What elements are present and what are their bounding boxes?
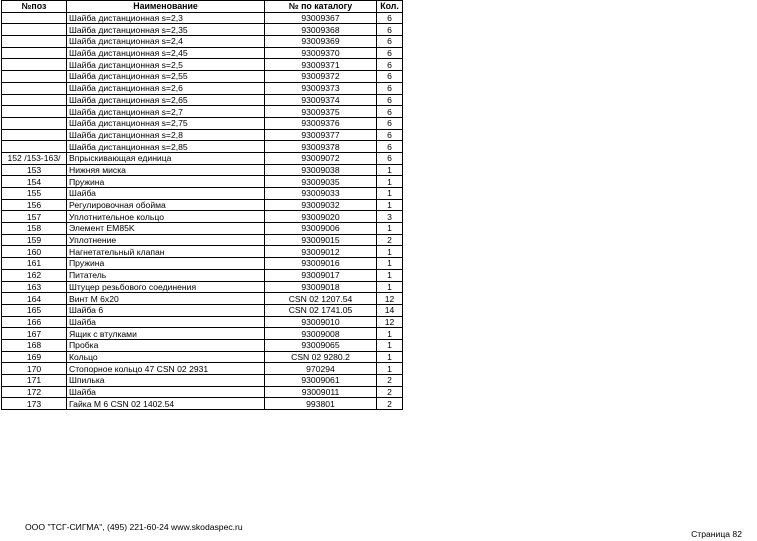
cell-qty: 1	[377, 258, 403, 270]
cell-pos: 155	[2, 188, 67, 200]
table-row	[2, 106, 403, 118]
cell-catalog: CSN 02 1207.54	[265, 293, 377, 305]
cell-qty: 6	[377, 141, 403, 153]
cell-catalog: CSN 02 9280.2	[265, 351, 377, 363]
table-row	[2, 188, 403, 200]
cell-qty: 1	[377, 339, 403, 351]
cell-name: Штуцер резьбового соединения	[67, 281, 265, 293]
cell-name: Шайба дистанционная s=2,6	[67, 82, 265, 94]
cell-catalog: 93009018	[265, 281, 377, 293]
cell-qty: 1	[377, 199, 403, 211]
cell-catalog: 93009020	[265, 211, 377, 223]
cell-qty: 6	[377, 47, 403, 59]
cell-qty: 6	[377, 82, 403, 94]
table-row	[2, 94, 403, 106]
cell-name: Нагнетательный клапан	[67, 246, 265, 258]
cell-catalog: 93009035	[265, 176, 377, 188]
cell-name: Гайка М 6 CSN 02 1402.54	[67, 398, 265, 410]
cell-name: Шайба	[67, 386, 265, 398]
cell-catalog: 93009372	[265, 71, 377, 83]
cell-qty: 2	[377, 234, 403, 246]
cell-name: Регулировочная обойма	[67, 199, 265, 211]
table-row	[2, 223, 403, 235]
cell-name: Элемент EM85K	[67, 223, 265, 235]
cell-qty: 1	[377, 223, 403, 235]
cell-qty: 1	[377, 351, 403, 363]
cell-catalog: 93009378	[265, 141, 377, 153]
cell-catalog: 93009006	[265, 223, 377, 235]
cell-name: Впрыскивающая единица	[67, 152, 265, 164]
cell-qty: 1	[377, 188, 403, 200]
table-row	[2, 375, 403, 387]
table-header-row	[2, 1, 403, 13]
cell-pos	[2, 106, 67, 118]
cell-catalog: 93009017	[265, 269, 377, 281]
cell-catalog: 93009038	[265, 164, 377, 176]
header-qty: Кол.	[377, 1, 403, 13]
cell-pos: 170	[2, 363, 67, 375]
cell-name: Стопорное кольцо 47 CSN 02 2931	[67, 363, 265, 375]
cell-name: Шайба	[67, 188, 265, 200]
cell-catalog: 93009010	[265, 316, 377, 328]
cell-name: Шайба дистанционная s=2,45	[67, 47, 265, 59]
cell-name: Пробка	[67, 339, 265, 351]
cell-qty: 6	[377, 117, 403, 129]
table-row	[2, 82, 403, 94]
cell-name: Шпилька	[67, 375, 265, 387]
cell-pos: 156	[2, 199, 67, 211]
cell-catalog: 93009367	[265, 12, 377, 24]
cell-catalog: 93009061	[265, 375, 377, 387]
cell-catalog: 993801	[265, 398, 377, 410]
cell-pos: 165	[2, 304, 67, 316]
cell-catalog: 93009016	[265, 258, 377, 270]
cell-qty: 14	[377, 304, 403, 316]
cell-catalog: CSN 02 1741.05	[265, 304, 377, 316]
cell-name: Пружина	[67, 258, 265, 270]
table-row	[2, 258, 403, 270]
cell-pos: 164	[2, 293, 67, 305]
cell-pos	[2, 117, 67, 129]
cell-pos: 173	[2, 398, 67, 410]
cell-catalog: 93009370	[265, 47, 377, 59]
cell-name: Винт М 6х20	[67, 293, 265, 305]
cell-pos	[2, 47, 67, 59]
cell-name: Уплотнение	[67, 234, 265, 246]
cell-pos: 162	[2, 269, 67, 281]
cell-qty: 12	[377, 316, 403, 328]
cell-pos: 158	[2, 223, 67, 235]
cell-name: Ящик с втулками	[67, 328, 265, 340]
table-row	[2, 339, 403, 351]
table-row	[2, 199, 403, 211]
cell-pos: 160	[2, 246, 67, 258]
cell-qty: 2	[377, 375, 403, 387]
cell-catalog: 93009376	[265, 117, 377, 129]
table-row	[2, 176, 403, 188]
table-row	[2, 304, 403, 316]
cell-name: Шайба дистанционная s=2,5	[67, 59, 265, 71]
cell-catalog: 93009373	[265, 82, 377, 94]
parts-table	[1, 0, 403, 410]
cell-pos: 157	[2, 211, 67, 223]
cell-name: Шайба дистанционная s=2,85	[67, 141, 265, 153]
cell-name: Шайба дистанционная s=2,4	[67, 36, 265, 48]
cell-name: Шайба дистанционная s=2,8	[67, 129, 265, 141]
cell-qty: 6	[377, 106, 403, 118]
cell-catalog: 93009065	[265, 339, 377, 351]
cell-pos: 153	[2, 164, 67, 176]
cell-pos: 169	[2, 351, 67, 363]
cell-pos	[2, 36, 67, 48]
cell-qty: 6	[377, 59, 403, 71]
cell-qty: 1	[377, 176, 403, 188]
cell-pos: 166	[2, 316, 67, 328]
cell-pos	[2, 71, 67, 83]
cell-pos	[2, 82, 67, 94]
cell-pos: 154	[2, 176, 67, 188]
table-row	[2, 152, 403, 164]
cell-name: Пружина	[67, 176, 265, 188]
header-catalog: № по каталогу	[265, 1, 377, 13]
cell-name: Шайба дистанционная s=2,55	[67, 71, 265, 83]
cell-pos: 152 /153-163/	[2, 152, 67, 164]
cell-pos: 167	[2, 328, 67, 340]
table-row	[2, 47, 403, 59]
table-row	[2, 24, 403, 36]
cell-catalog: 93009377	[265, 129, 377, 141]
table-row	[2, 36, 403, 48]
cell-name: Шайба	[67, 316, 265, 328]
cell-qty: 2	[377, 386, 403, 398]
cell-pos	[2, 12, 67, 24]
cell-pos: 163	[2, 281, 67, 293]
cell-qty: 1	[377, 281, 403, 293]
cell-name: Шайба 6	[67, 304, 265, 316]
table-row	[2, 363, 403, 375]
cell-qty: 6	[377, 129, 403, 141]
cell-qty: 2	[377, 398, 403, 410]
cell-qty: 1	[377, 328, 403, 340]
cell-catalog: 93009033	[265, 188, 377, 200]
cell-qty: 1	[377, 269, 403, 281]
cell-catalog: 93009072	[265, 152, 377, 164]
cell-catalog: 93009015	[265, 234, 377, 246]
header-pos: №поз	[2, 1, 67, 13]
cell-qty: 12	[377, 293, 403, 305]
cell-qty: 1	[377, 164, 403, 176]
cell-catalog: 93009008	[265, 328, 377, 340]
cell-catalog: 93009032	[265, 199, 377, 211]
footer-page-number: Страница 82	[691, 529, 742, 539]
cell-qty: 1	[377, 246, 403, 258]
table-row	[2, 386, 403, 398]
table-row	[2, 316, 403, 328]
table-row	[2, 141, 403, 153]
cell-qty: 6	[377, 71, 403, 83]
footer-company: ООО "ТСГ-СИГМА", (495) 221-60-24 www.skodaspec.ru	[25, 522, 243, 532]
cell-pos	[2, 129, 67, 141]
cell-catalog: 93009012	[265, 246, 377, 258]
table-row	[2, 328, 403, 340]
cell-catalog: 93009369	[265, 36, 377, 48]
cell-pos	[2, 59, 67, 71]
table-row	[2, 234, 403, 246]
cell-catalog: 93009011	[265, 386, 377, 398]
cell-name: Уплотнительное кольцо	[67, 211, 265, 223]
cell-name: Кольцо	[67, 351, 265, 363]
table-row	[2, 269, 403, 281]
cell-pos: 168	[2, 339, 67, 351]
cell-pos: 159	[2, 234, 67, 246]
cell-qty: 6	[377, 24, 403, 36]
cell-pos: 171	[2, 375, 67, 387]
cell-qty: 6	[377, 36, 403, 48]
cell-catalog: 93009371	[265, 59, 377, 71]
table-row	[2, 211, 403, 223]
cell-qty: 1	[377, 363, 403, 375]
cell-pos	[2, 141, 67, 153]
cell-catalog: 93009375	[265, 106, 377, 118]
cell-pos	[2, 94, 67, 106]
cell-name: Шайба дистанционная s=2,75	[67, 117, 265, 129]
cell-qty: 3	[377, 211, 403, 223]
cell-name: Шайба дистанционная s=2,3	[67, 12, 265, 24]
table-row	[2, 12, 403, 24]
cell-name: Питатель	[67, 269, 265, 281]
table-row	[2, 398, 403, 410]
cell-name: Шайба дистанционная s=2,65	[67, 94, 265, 106]
cell-pos	[2, 24, 67, 36]
table-row	[2, 293, 403, 305]
cell-pos: 172	[2, 386, 67, 398]
table-row	[2, 281, 403, 293]
cell-name: Шайба дистанционная s=2,7	[67, 106, 265, 118]
cell-name: Нижняя миска	[67, 164, 265, 176]
cell-qty: 6	[377, 12, 403, 24]
table-row	[2, 164, 403, 176]
cell-qty: 6	[377, 152, 403, 164]
cell-catalog: 93009374	[265, 94, 377, 106]
header-name: Наименование	[67, 1, 265, 13]
table-row	[2, 129, 403, 141]
cell-name: Шайба дистанционная s=2,35	[67, 24, 265, 36]
table-row	[2, 117, 403, 129]
cell-qty: 6	[377, 94, 403, 106]
table-body	[2, 12, 403, 409]
table-row	[2, 351, 403, 363]
cell-pos: 161	[2, 258, 67, 270]
table-row	[2, 59, 403, 71]
cell-catalog: 93009368	[265, 24, 377, 36]
cell-catalog: 970294	[265, 363, 377, 375]
table-row	[2, 71, 403, 83]
table-row	[2, 246, 403, 258]
